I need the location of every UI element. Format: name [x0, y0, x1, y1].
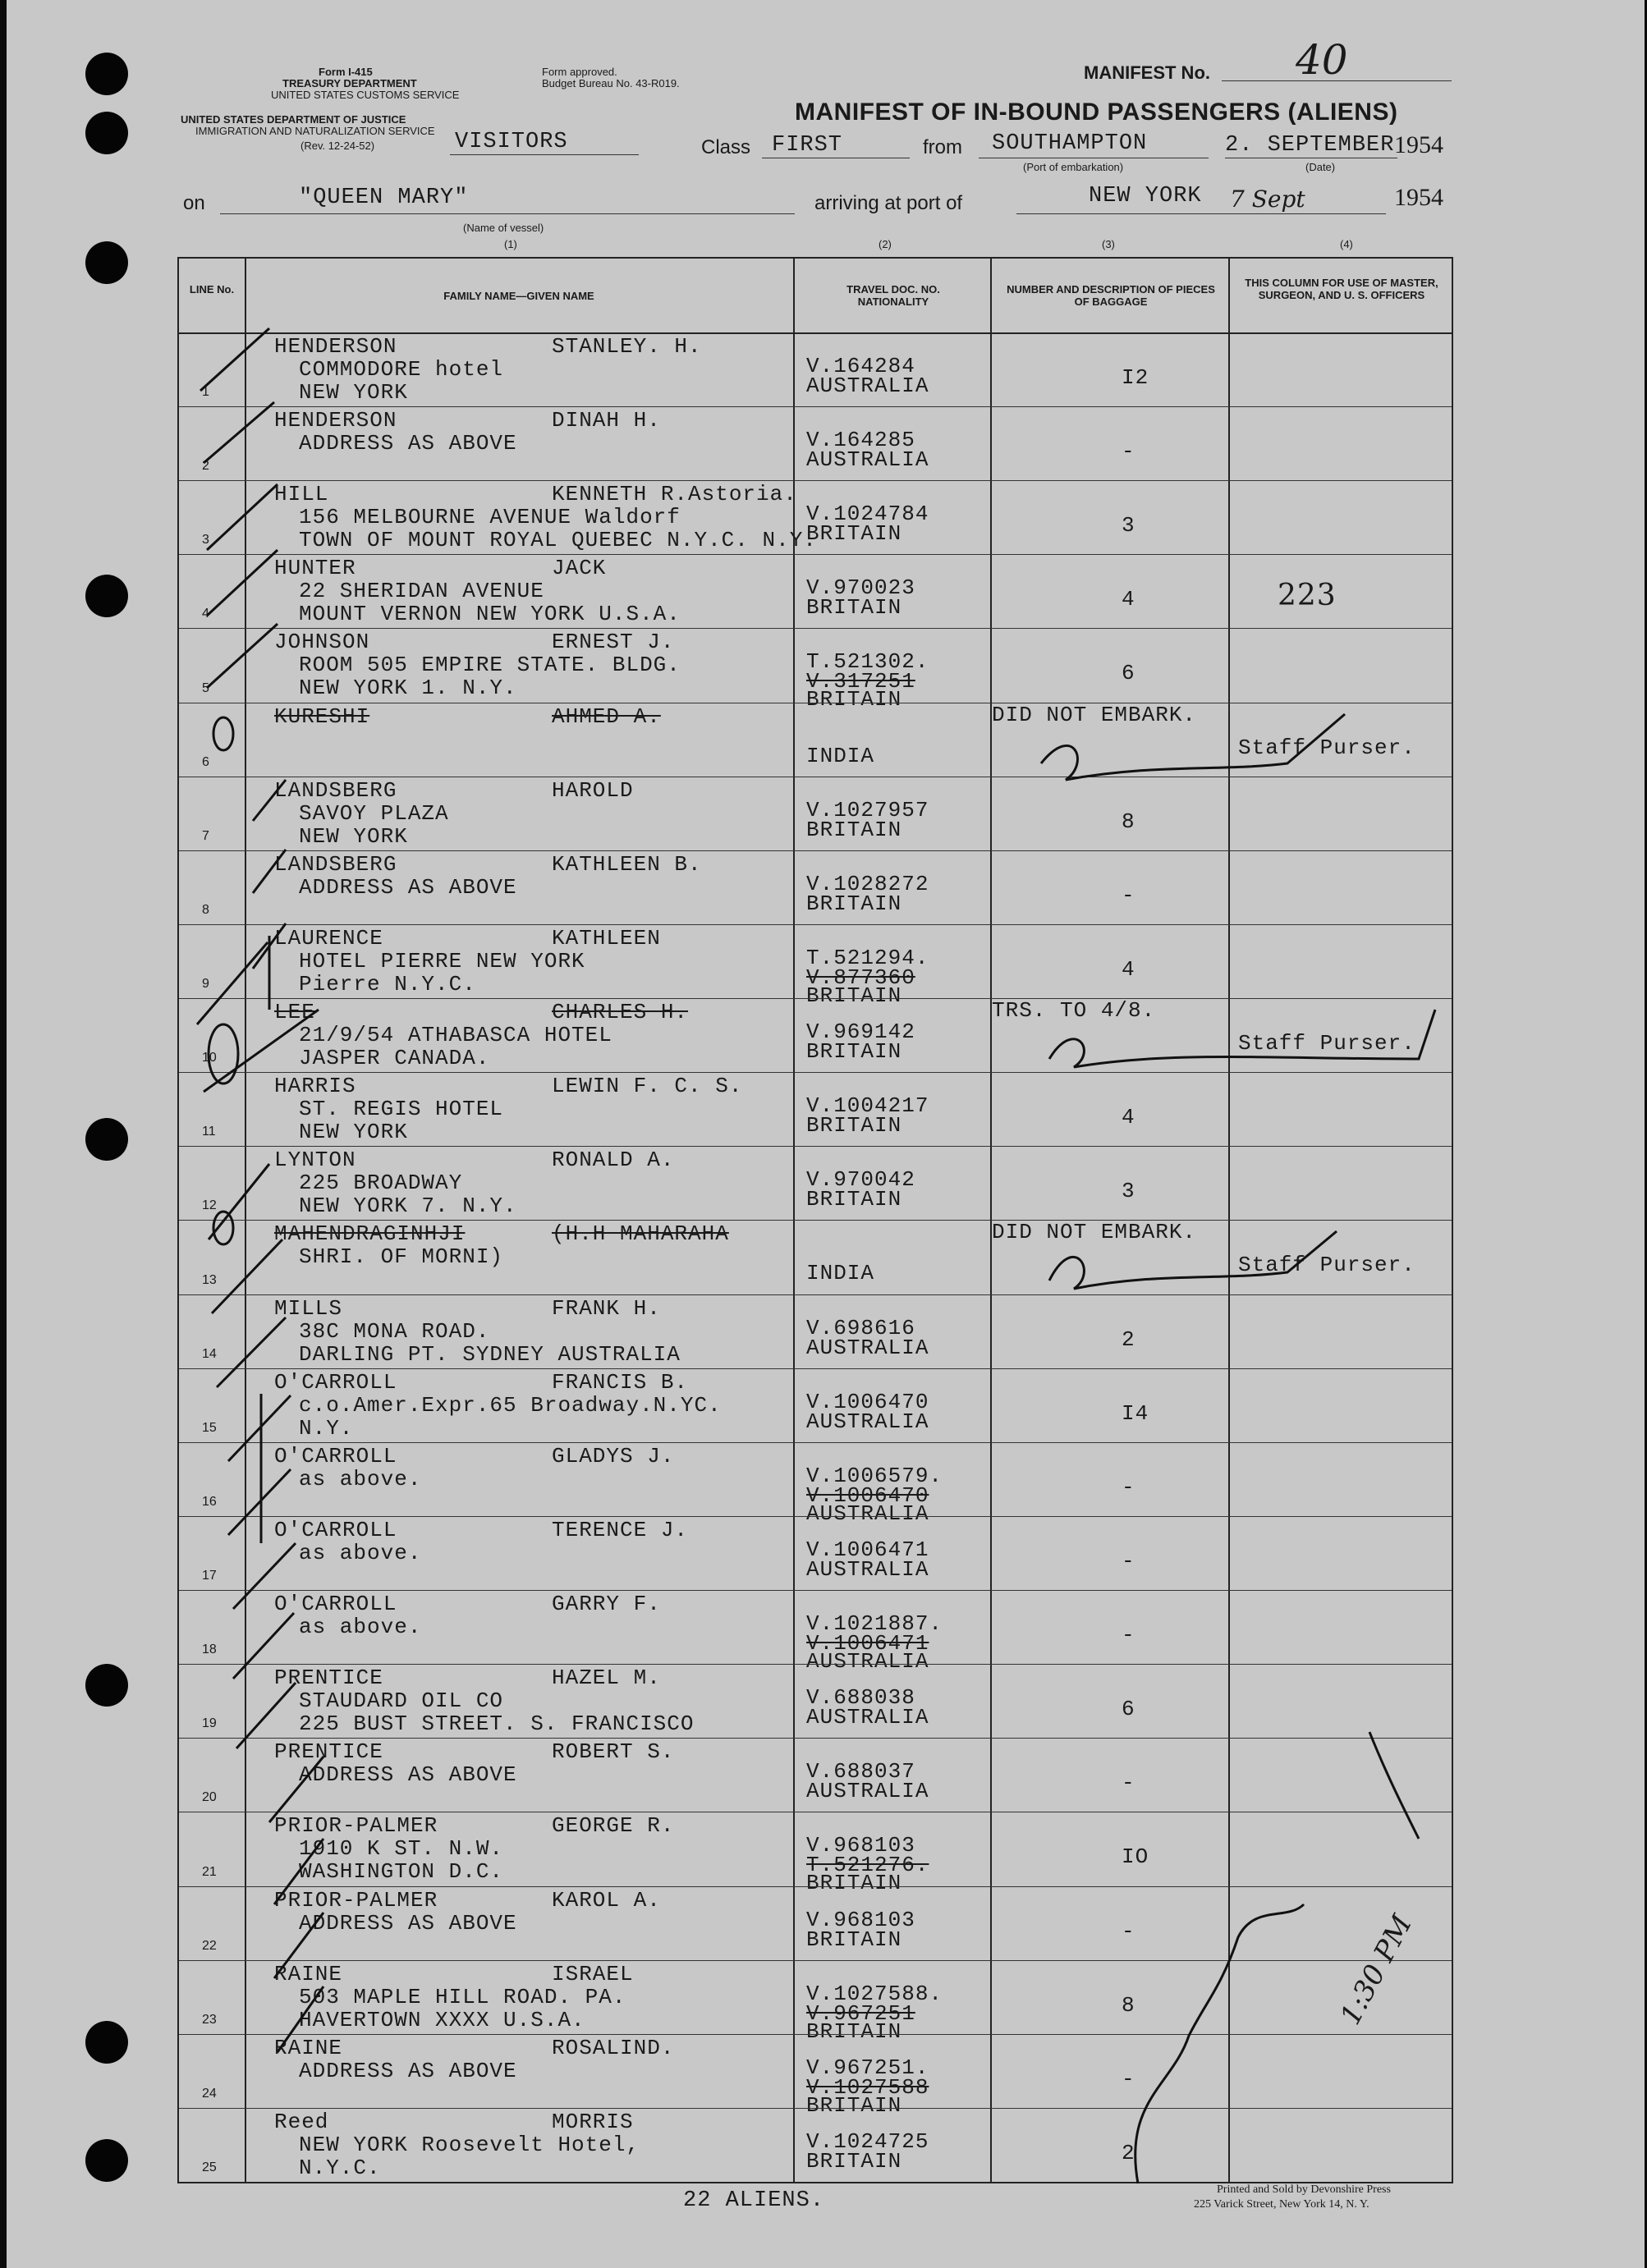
address-line2: NEW YORK: [299, 380, 408, 405]
checkmark-stroke: [207, 484, 278, 550]
checkmark-stroke: [228, 1395, 291, 1461]
line-number: 2: [202, 459, 209, 474]
travel-doc-number: V.1024725: [806, 2128, 929, 2154]
officer-note: Staff Purser.: [1238, 735, 1415, 760]
address-line2: N.Y.C.: [299, 2155, 381, 2180]
vessel-caption: (Name of vessel): [463, 222, 544, 234]
travel-doc-number: T.521302.: [806, 649, 929, 675]
family-name: PRIOR-PALMER: [274, 1813, 438, 1839]
baggage-pieces: 4: [1122, 956, 1135, 982]
given-name: HAROLD: [552, 777, 634, 803]
family-name: HILL: [274, 482, 329, 507]
travel-doc-number: V.970023: [806, 575, 915, 601]
travel-doc-number: V.688037: [806, 1759, 915, 1785]
baggage-pieces: -: [1122, 1623, 1135, 1648]
line-number: 10: [202, 1051, 217, 1065]
family-name: RAINE: [274, 1961, 343, 1986]
baggage-pieces: -: [1122, 882, 1135, 908]
baggage-pieces: -: [1122, 1771, 1135, 1796]
address-line1: STAUDARD OIL CO: [299, 1688, 504, 1714]
address-line1: 21/9/54 ATHABASCA HOTEL: [299, 1023, 612, 1048]
line-number: 21: [202, 1864, 217, 1879]
given-name: STANLEY. H.: [552, 334, 702, 359]
form-number: Form I-415: [319, 66, 373, 78]
address-line1: SAVOY PLAZA: [299, 800, 449, 826]
class-label: Class: [701, 136, 751, 158]
line-number: 18: [202, 1643, 217, 1657]
given-name: LEWIN F. C. S.: [552, 1074, 743, 1099]
travel-doc-number: V.1006470: [806, 1389, 929, 1414]
header-travel-doc: TRAVEL DOC. NO. NATIONALITY: [846, 283, 940, 308]
address-line1: as above.: [299, 1615, 422, 1640]
date-caption: (Date): [1305, 161, 1336, 173]
address-line1: as above.: [299, 1540, 422, 1565]
line-number: 14: [202, 1346, 217, 1361]
nationality: BRITAIN: [806, 2092, 902, 2118]
embarkation-date: 2. SEPTEMBER: [1225, 133, 1395, 158]
given-name: MORRIS: [552, 2109, 634, 2134]
circled-line-6: [213, 717, 233, 750]
baggage-pieces: 6: [1122, 661, 1135, 686]
address-line1: SHRI. OF MORNI): [299, 1244, 504, 1270]
address-line2: Pierre N.Y.C.: [299, 971, 476, 997]
line-number: 9: [202, 977, 209, 992]
vessel-name: "QUEEN MARY": [299, 186, 469, 210]
manifest-page: [7, 0, 1645, 2268]
approved-line1: Form approved.: [542, 66, 617, 78]
family-name: HENDERSON: [274, 334, 397, 359]
family-name: O'CARROLL: [274, 1592, 397, 1617]
address-line2: N.Y.: [299, 1415, 354, 1441]
family-name: PRENTICE: [274, 1739, 383, 1765]
address-line1: 156 MELBOURNE AVENUE Waldorf: [299, 505, 681, 530]
line-number: 4: [202, 607, 209, 621]
nationality-or-doc: BRITAIN: [806, 1113, 902, 1139]
checkmark-stroke: [217, 1317, 286, 1387]
nationality: AUSTRALIA: [806, 1649, 929, 1675]
family-name: LEE: [274, 1000, 315, 1025]
baggage-pieces: 3: [1122, 1179, 1135, 1204]
header-baggage: NUMBER AND DESCRIPTION OF PIECES OF BAGGAGE: [1007, 283, 1215, 308]
nationality-or-doc: V.877360: [806, 964, 915, 990]
column-number-4: (4): [1340, 238, 1353, 250]
officer-scribble: [1369, 1732, 1419, 1839]
manifest-title: MANIFEST OF IN-BOUND PASSENGERS (ALIENS): [795, 99, 1398, 126]
address-line2: NEW YORK: [299, 823, 408, 849]
line-number: 25: [202, 2160, 217, 2174]
address-line1: 225 BROADWAY: [299, 1171, 463, 1196]
travel-doc-number: V.968103: [806, 1907, 915, 1932]
checkmark-stroke: [236, 1683, 296, 1748]
header-line-no: LINE No.: [189, 283, 235, 296]
family-name: PRENTICE: [274, 1665, 383, 1691]
given-name: KAROL A.: [552, 1887, 661, 1913]
checkmark-stroke: [228, 1469, 291, 1535]
family-name: HUNTER: [274, 556, 356, 581]
checkmark-stroke: [204, 402, 274, 463]
visitors-label: VISITORS: [455, 130, 568, 154]
nationality: BRITAIN: [806, 983, 902, 1008]
given-name: RONALD A.: [552, 1148, 675, 1173]
given-name: AHMED A.: [552, 703, 661, 729]
given-name: DINAH H.: [552, 408, 661, 433]
nationality-or-doc: BRITAIN: [806, 1039, 902, 1065]
doj-line1: UNITED STATES DEPARTMENT OF JUSTICE: [181, 113, 406, 126]
given-name: CHARLES H.: [552, 1000, 689, 1025]
given-name: KENNETH R.Astoria.: [552, 482, 797, 507]
given-name: FRANK H.: [552, 1295, 661, 1321]
baggage-pieces: 2: [1122, 2140, 1135, 2165]
line-number: 3: [202, 533, 209, 548]
nationality-or-doc: AUSTRALIA: [806, 1409, 929, 1434]
family-name: LAURENCE: [274, 925, 383, 951]
address-line1: HOTEL PIERRE NEW YORK: [299, 948, 585, 974]
line-number: 6: [202, 754, 209, 769]
travel-doc-number: V.1027588.: [806, 1981, 943, 2006]
address-line1: 22 SHERIDAN AVENUE: [299, 579, 544, 604]
checkmark-stroke: [207, 624, 278, 688]
travel-doc-number: V.688038: [806, 1685, 915, 1711]
department-line2: UNITED STATES CUSTOMS SERVICE: [271, 89, 460, 101]
baggage-pieces: 4: [1122, 1105, 1135, 1130]
manifest-number: 40: [1296, 36, 1348, 84]
checkmark-stroke: [200, 328, 269, 391]
family-name: HARRIS: [274, 1074, 356, 1099]
travel-doc-number: V.1028272: [806, 871, 929, 896]
address-line2: WASHINGTON D.C.: [299, 1859, 504, 1885]
address-line1: as above.: [299, 1466, 422, 1491]
nationality-or-doc: AUSTRALIA: [806, 1705, 929, 1730]
arrival-date: 7 Sept: [1230, 186, 1305, 213]
line-number: 22: [202, 1938, 217, 1953]
baggage-pieces: 3: [1122, 513, 1135, 538]
officer-note: Staff Purser.: [1238, 1031, 1415, 1056]
line-number: 1: [202, 385, 209, 400]
baggage-pieces: -: [1122, 1918, 1135, 1944]
embarkation-year: 1954: [1394, 131, 1443, 158]
given-name: JACK: [552, 556, 607, 581]
given-name: ERNEST J.: [552, 630, 675, 655]
baggage-pieces: DID NOT EMBARK.: [992, 702, 1197, 727]
line-number: 16: [202, 1494, 217, 1509]
signature-scribble: [1049, 1231, 1337, 1289]
nationality-or-doc: BRITAIN: [806, 1927, 902, 1952]
travel-doc-number: V.970042: [806, 1167, 915, 1193]
handwritten-time: 1:30 PM: [1333, 1909, 1420, 2031]
nationality-or-doc: AUSTRALIA: [806, 1779, 929, 1804]
doj-line2: IMMIGRATION AND NATURALIZATION SERVICE: [195, 125, 435, 137]
address-line1: 503 MAPLE HILL ROAD. PA.: [299, 1984, 626, 2009]
nationality-or-doc: AUSTRALIA: [806, 373, 929, 398]
address-line2: NEW YORK: [299, 1120, 408, 1145]
line-number: 15: [202, 1420, 217, 1435]
checkmark-stroke: [253, 780, 286, 821]
address-line2: 225 BUST STREET. S. FRANCISCO: [299, 1711, 695, 1737]
address-line1: 38C MONA ROAD.: [299, 1318, 490, 1344]
checkmark-stroke: [274, 1839, 323, 1904]
address-line1: ADDRESS AS ABOVE: [299, 1910, 517, 1936]
travel-doc-number: V.1006579.: [806, 1463, 943, 1488]
travel-doc-number: V.1004217: [806, 1093, 929, 1119]
address-line2: HAVERTOWN XXXX U.S.A.: [299, 2007, 585, 2032]
nationality: BRITAIN: [806, 2018, 902, 2044]
family-name: Reed: [274, 2109, 329, 2134]
family-name: MILLS: [274, 1295, 343, 1321]
nationality-or-doc: AUSTRALIA: [806, 447, 929, 473]
baggage-pieces: 4: [1122, 587, 1135, 612]
family-name: JOHNSON: [274, 630, 370, 655]
address-line2: DARLING PT. SYDNEY AUSTRALIA: [299, 1341, 681, 1367]
nationality-or-doc: V.1006470: [806, 1482, 929, 1508]
from-label: from: [923, 136, 962, 158]
nationality-or-doc: BRITAIN: [806, 595, 902, 621]
checkmark-stroke: [207, 550, 278, 616]
travel-doc-number: V.164285: [806, 428, 915, 453]
address-line1: ROOM 505 EMPIRE STATE. BLDG.: [299, 653, 681, 678]
family-name: O'CARROLL: [274, 1369, 397, 1395]
signature-scribble: [1041, 714, 1345, 780]
address-line1: c.o.Amer.Expr.65 Broadway.N.YC.: [299, 1392, 722, 1418]
line-number: 11: [202, 1125, 216, 1139]
address-line2: TOWN OF MOUNT ROYAL QUEBEC N.Y.C. N.Y.: [299, 528, 817, 553]
travel-doc-number: V.1024784: [806, 502, 929, 527]
family-name: O'CARROLL: [274, 1443, 397, 1468]
family-name: RAINE: [274, 2035, 343, 2060]
address-line2: MOUNT VERNON NEW YORK U.S.A.: [299, 602, 681, 627]
checkmark-stroke: [204, 1010, 319, 1092]
travel-doc-number: V.967251.: [806, 2055, 929, 2080]
revision-date: (Rev. 12-24-52): [300, 140, 375, 152]
travel-doc-number: V.698616: [806, 1315, 915, 1340]
travel-doc-number: V.968103: [806, 1833, 915, 1858]
given-name: KATHLEEN B.: [552, 851, 702, 877]
given-name: ISRAEL: [552, 1961, 634, 1986]
checkmark-stroke: [233, 1543, 296, 1609]
family-name: PRIOR-PALMER: [274, 1887, 438, 1913]
address-line2: JASPER CANADA.: [299, 1046, 490, 1071]
column-number-1: (1): [504, 238, 517, 250]
aliens-total: 22 ALIENS.: [683, 2188, 825, 2213]
given-name: GEORGE R.: [552, 1813, 675, 1839]
checkmark-stroke: [253, 850, 286, 893]
line-number: 5: [202, 680, 209, 695]
checkmark-stroke: [212, 1239, 282, 1313]
line-number: 13: [202, 1272, 217, 1287]
address-line2: NEW YORK 1. N.Y.: [299, 676, 517, 701]
header-name: FAMILY NAME—GIVEN NAME: [443, 290, 594, 302]
line-number: 19: [202, 1716, 217, 1731]
nationality-or-doc: BRITAIN: [806, 2148, 902, 2174]
address-line1: NEW YORK Roosevelt Hotel,: [299, 2132, 640, 2157]
family-name: MAHENDRAGINHJI: [274, 1221, 466, 1247]
address-line1: ADDRESS AS ABOVE: [299, 2058, 517, 2083]
nationality-or-doc: BRITAIN: [806, 817, 902, 842]
address-line1: ADDRESS AS ABOVE: [299, 431, 517, 456]
nationality-or-doc: AUSTRALIA: [806, 1335, 929, 1360]
circled-line-10: [209, 1024, 238, 1084]
on-label: on: [183, 192, 205, 214]
baggage-pieces: I4: [1122, 1400, 1149, 1426]
nationality-or-doc: V.967251: [806, 2000, 915, 2026]
family-name: LANDSBERG: [274, 851, 397, 877]
given-name: KATHLEEN: [552, 925, 661, 951]
manifest-no-label: MANIFEST No.: [1084, 62, 1210, 83]
line-number: 17: [202, 1569, 217, 1583]
column-number-2: (2): [879, 238, 892, 250]
officer-scribble: [1135, 1904, 1304, 2183]
printer-line1: Printed and Sold by Devonshire Press: [1217, 2183, 1391, 2196]
baggage-pieces: -: [1122, 439, 1135, 465]
given-name: GARRY F.: [552, 1592, 661, 1617]
baggage-pieces: I2: [1122, 365, 1149, 390]
arrival-year: 1954: [1394, 184, 1443, 211]
family-name: LYNTON: [274, 1148, 356, 1173]
line-number: 7: [202, 828, 209, 843]
header-officers: THIS COLUMN FOR USE OF MASTER, SURGEON, AND U. S. OFFICERS: [1245, 277, 1438, 301]
given-name: GLADYS J.: [552, 1443, 675, 1468]
family-name: KURESHI: [274, 703, 370, 729]
nationality-or-doc: INDIA: [806, 743, 875, 768]
nationality: BRITAIN: [806, 1871, 902, 1896]
port-of-embarkation: SOUTHAMPTON: [992, 131, 1148, 156]
officer-note: 223: [1278, 579, 1337, 613]
travel-doc-number: T.521294.: [806, 945, 929, 970]
column-number-3: (3): [1102, 238, 1115, 250]
nationality: AUSTRALIA: [806, 1501, 929, 1526]
address-line1: ADDRESS AS ABOVE: [299, 874, 517, 900]
baggage-pieces: TRS. TO 4/8.: [992, 998, 1156, 1024]
given-name: TERENCE J.: [552, 1517, 689, 1542]
baggage-pieces: 2: [1122, 1326, 1135, 1352]
line-number: 23: [202, 2012, 217, 2027]
given-name: ROSALIND.: [552, 2035, 675, 2060]
approved-line2: Budget Bureau No. 43-R019.: [542, 77, 680, 89]
family-name: LANDSBERG: [274, 777, 397, 803]
travel-doc-number: V.1021887.: [806, 1611, 943, 1637]
address-line1: ADDRESS AS ABOVE: [299, 1762, 517, 1788]
nationality-or-doc: BRITAIN: [806, 521, 902, 547]
department-line1: TREASURY DEPARTMENT: [282, 77, 417, 89]
baggage-pieces: -: [1122, 2066, 1135, 2092]
baggage-pieces: IO: [1122, 1844, 1149, 1870]
given-name: ROBERT S.: [552, 1739, 675, 1765]
baggage-pieces: 6: [1122, 1697, 1135, 1722]
checkmark-stroke: [269, 1757, 323, 1822]
checkmark-stroke: [274, 1913, 323, 1978]
line-number: 8: [202, 902, 209, 917]
nationality-or-doc: T.521276.: [806, 1853, 929, 1878]
nationality-or-doc: V.1006471: [806, 1631, 929, 1656]
nationality-or-doc: BRITAIN: [806, 891, 902, 916]
baggage-pieces: -: [1122, 1548, 1135, 1574]
checkmark-stroke: [233, 1613, 294, 1679]
printer-line2: 225 Varick Street, New York 14, N. Y.: [1194, 2198, 1369, 2211]
travel-doc-number: V.1027957: [806, 797, 929, 822]
line-number: 24: [202, 2086, 217, 2101]
checkmark-stroke: [209, 1164, 269, 1239]
baggage-pieces: -: [1122, 1474, 1135, 1500]
checkmark-stroke: [197, 942, 268, 1024]
address-line1: COMMODORE hotel: [299, 357, 504, 382]
baggage-pieces: 8: [1122, 809, 1135, 834]
address-line2: NEW YORK 7. N.Y.: [299, 1194, 517, 1219]
port-of-arrival: NEW YORK: [1089, 184, 1202, 208]
nationality-or-doc: AUSTRALIA: [806, 1556, 929, 1582]
baggage-pieces: 8: [1122, 1992, 1135, 2018]
nationality-or-doc: V.317251: [806, 669, 915, 694]
checkmark-stroke: [278, 1986, 323, 2052]
travel-doc-number: V.1006471: [806, 1537, 929, 1562]
travel-doc-number: V.164284: [806, 354, 915, 378]
given-name: (H.H MAHARAHA: [552, 1221, 729, 1247]
baggage-pieces: DID NOT EMBARK.: [992, 1220, 1197, 1245]
class-value: FIRST: [772, 133, 843, 158]
officer-note: Staff Purser.: [1238, 1253, 1415, 1278]
given-name: HAZEL M.: [552, 1665, 661, 1691]
line-number: 20: [202, 1790, 217, 1805]
address-line1: 1910 K ST. N.W.: [299, 1836, 504, 1862]
arriving-label: arriving at port of: [814, 192, 963, 214]
nationality: BRITAIN: [806, 687, 902, 712]
travel-doc-number: V.969142: [806, 1019, 915, 1045]
nationality-or-doc: V.1027588: [806, 2074, 929, 2100]
family-name: HENDERSON: [274, 408, 397, 433]
line-number: 12: [202, 1198, 217, 1213]
signature-scribble: [1049, 1010, 1435, 1067]
nationality-or-doc: INDIA: [806, 1261, 875, 1286]
given-name: FRANCIS B.: [552, 1369, 689, 1395]
port-embarkation-caption: (Port of embarkation): [1023, 161, 1124, 173]
address-line1: ST. REGIS HOTEL: [299, 1097, 504, 1122]
nationality-or-doc: BRITAIN: [806, 1187, 902, 1212]
family-name: O'CARROLL: [274, 1517, 397, 1542]
